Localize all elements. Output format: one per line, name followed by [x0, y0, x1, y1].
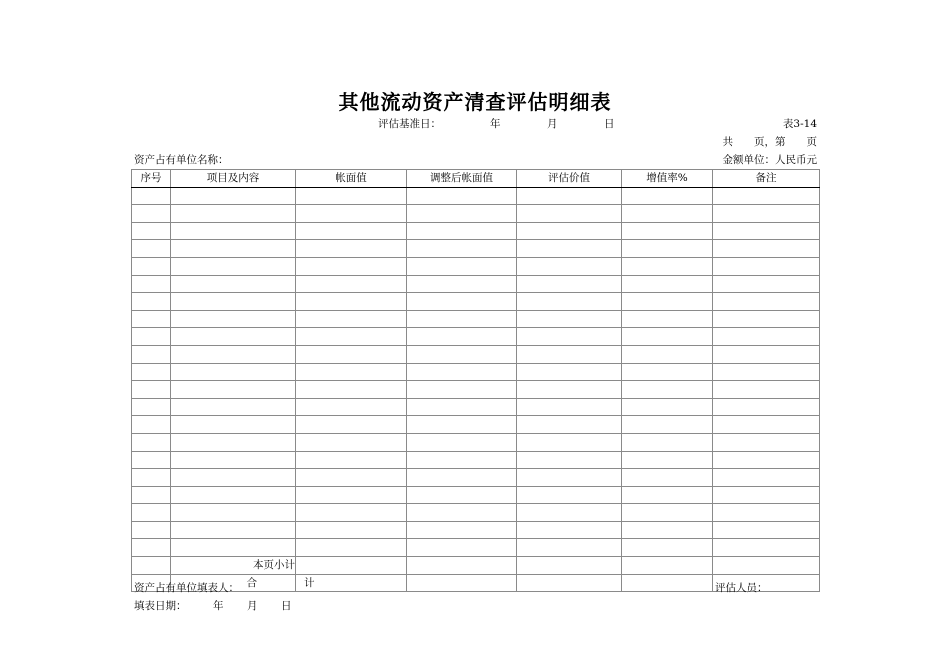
table-cell [407, 433, 517, 451]
table-cell [622, 504, 713, 522]
table-cell [407, 328, 517, 346]
table-cell [713, 275, 820, 293]
table-cell [407, 363, 517, 381]
table-cell [622, 187, 713, 205]
table-cell [713, 293, 820, 311]
table-cell [407, 469, 517, 487]
table-cell [622, 293, 713, 311]
table-cell [713, 240, 820, 258]
table-cell [407, 345, 517, 363]
table-cell [517, 557, 622, 575]
col-header-index: 序号 [132, 170, 171, 188]
table-cell [713, 539, 820, 557]
table-cell [517, 398, 622, 416]
table-cell [407, 257, 517, 275]
fill-month-label: 月 [247, 600, 258, 612]
table-cell [296, 433, 407, 451]
table-cell [132, 328, 171, 346]
table-cell [713, 416, 820, 434]
table-cell [296, 539, 407, 557]
table-cell [132, 398, 171, 416]
table-cell [622, 416, 713, 434]
table-cell [517, 240, 622, 258]
table-cell [517, 222, 622, 240]
fill-day-label: 日 [281, 600, 292, 612]
table-cell [296, 310, 407, 328]
table-cell [622, 240, 713, 258]
table-row [132, 205, 820, 223]
table-cell [407, 293, 517, 311]
table-cell [622, 574, 713, 592]
table-cell [407, 381, 517, 399]
table-cell [407, 539, 517, 557]
table-row [132, 381, 820, 399]
table-cell [132, 504, 171, 522]
table-cell [171, 451, 296, 469]
table-cell [296, 398, 407, 416]
table-cell [171, 293, 296, 311]
table-cell [407, 275, 517, 293]
table-cell [517, 381, 622, 399]
table-cell [171, 275, 296, 293]
table-cell [132, 310, 171, 328]
table-cell [171, 328, 296, 346]
table-cell [171, 381, 296, 399]
table-cell [407, 451, 517, 469]
table-cell [171, 504, 296, 522]
table-row [132, 504, 820, 522]
table-cell [132, 557, 171, 575]
table-row [132, 469, 820, 487]
table-cell [622, 451, 713, 469]
table-cell [296, 363, 407, 381]
evaluator-label: 评估人员： [715, 582, 768, 594]
table-cell [171, 398, 296, 416]
table-cell [622, 275, 713, 293]
table-cell [407, 222, 517, 240]
table-cell [622, 469, 713, 487]
table-cell [296, 504, 407, 522]
table-row [132, 240, 820, 258]
page-title: 其他流动资产清查评估明细表 [338, 90, 612, 114]
table-row [132, 451, 820, 469]
table-cell [713, 222, 820, 240]
table-cell [132, 205, 171, 223]
table-cell [171, 521, 296, 539]
table-cell [517, 574, 622, 592]
table-cell [713, 310, 820, 328]
table-cell [132, 486, 171, 504]
total-label-part1: 合 [171, 574, 296, 592]
table-cell [713, 345, 820, 363]
table-number: 表3-14 [782, 118, 817, 130]
table-cell [296, 557, 407, 575]
table-cell [171, 539, 296, 557]
table-row [132, 310, 820, 328]
table-cell [407, 205, 517, 223]
table-cell [171, 205, 296, 223]
table-cell [132, 275, 171, 293]
table-cell [132, 187, 171, 205]
table-cell [622, 433, 713, 451]
table-cell [517, 416, 622, 434]
table-cell [296, 275, 407, 293]
table-cell [296, 381, 407, 399]
table-cell [171, 363, 296, 381]
table-cell [407, 416, 517, 434]
table-cell [296, 240, 407, 258]
table-cell [171, 345, 296, 363]
table-cell [296, 416, 407, 434]
table-cell [622, 257, 713, 275]
table-cell [713, 381, 820, 399]
table-cell [517, 504, 622, 522]
table-cell [517, 521, 622, 539]
table-cell [296, 521, 407, 539]
table-row [132, 328, 820, 346]
table-cell [296, 205, 407, 223]
table-cell [622, 222, 713, 240]
table-cell [713, 433, 820, 451]
table-cell [622, 310, 713, 328]
detail-table [131, 169, 820, 592]
table-cell [407, 574, 517, 592]
table-cell [713, 205, 820, 223]
table-cell [171, 222, 296, 240]
table-cell [132, 539, 171, 557]
table-cell [407, 398, 517, 416]
table-header-row [132, 170, 820, 188]
table-row [132, 257, 820, 275]
table-cell [132, 521, 171, 539]
table-cell [132, 451, 171, 469]
table-row [132, 275, 820, 293]
table-cell [517, 486, 622, 504]
table-cell [296, 257, 407, 275]
table-cell [407, 504, 517, 522]
table-cell [296, 486, 407, 504]
table-cell [132, 222, 171, 240]
table-cell [171, 486, 296, 504]
currency-label: 金额单位：人民币元 [722, 154, 817, 166]
table-row [132, 293, 820, 311]
table-cell [132, 416, 171, 434]
table-cell [517, 345, 622, 363]
table-cell [622, 363, 713, 381]
table-row [132, 521, 820, 539]
table-cell [132, 363, 171, 381]
table-cell [171, 433, 296, 451]
table-cell [407, 557, 517, 575]
eval-month-label: 月 [547, 118, 558, 130]
fill-date-label: 填表日期： [134, 600, 187, 612]
table-row [132, 187, 820, 205]
col-header-increase-rate: 增值率% [622, 170, 713, 188]
page-info: 共 页，第 页 [722, 136, 817, 148]
eval-year-label: 年 [490, 118, 501, 130]
total-label-part2: 计 [296, 574, 407, 592]
table-row [132, 363, 820, 381]
table-cell [171, 187, 296, 205]
table-cell [132, 381, 171, 399]
table-cell [517, 363, 622, 381]
table-cell [713, 451, 820, 469]
col-header-remarks: 备注 [713, 170, 820, 188]
table-cell [622, 345, 713, 363]
table-cell [296, 451, 407, 469]
table-cell [622, 521, 713, 539]
table-cell [622, 557, 713, 575]
table-row [132, 222, 820, 240]
table-row [132, 433, 820, 451]
table-cell [517, 539, 622, 557]
col-header-appraised-value: 评估价值 [517, 170, 622, 188]
table-cell [517, 469, 622, 487]
table-cell [132, 240, 171, 258]
table-cell [517, 293, 622, 311]
table-cell [171, 257, 296, 275]
table-cell [622, 205, 713, 223]
eval-day-label: 日 [604, 118, 615, 130]
col-header-adjusted-book-value: 调整后帐面值 [407, 170, 517, 188]
table-cell [171, 240, 296, 258]
table-cell [132, 433, 171, 451]
table-cell [713, 469, 820, 487]
table-cell [517, 433, 622, 451]
table-row [132, 416, 820, 434]
table-cell [713, 363, 820, 381]
table-cell [713, 521, 820, 539]
table-cell [132, 345, 171, 363]
table-cell [171, 416, 296, 434]
unit-name-label: 资产占有单位名称： [134, 154, 229, 166]
table-cell [517, 275, 622, 293]
table-row [132, 486, 820, 504]
table-cell [407, 521, 517, 539]
table-cell [407, 240, 517, 258]
table-cell [622, 398, 713, 416]
table-cell [622, 328, 713, 346]
table-cell [517, 205, 622, 223]
table-cell [517, 257, 622, 275]
table-row [132, 398, 820, 416]
table-cell [296, 293, 407, 311]
table-cell [132, 293, 171, 311]
table-row [132, 539, 820, 557]
col-header-item: 项目及内容 [171, 170, 296, 188]
table-cell [132, 469, 171, 487]
table-cell [517, 310, 622, 328]
table-cell [407, 486, 517, 504]
table-cell [517, 328, 622, 346]
table-row [132, 345, 820, 363]
table-cell [713, 486, 820, 504]
table-cell [296, 328, 407, 346]
eval-date-label: 评估基准日： [378, 118, 441, 130]
table-cell [296, 187, 407, 205]
table-cell [713, 328, 820, 346]
table-cell [296, 469, 407, 487]
table-cell [622, 486, 713, 504]
table-cell [622, 381, 713, 399]
table-cell [296, 222, 407, 240]
table-cell [407, 310, 517, 328]
table-cell [517, 187, 622, 205]
table-cell [713, 398, 820, 416]
filler-label: 资产占有单位填表人： [134, 582, 239, 594]
subtotal-row [132, 557, 820, 575]
table-cell [517, 451, 622, 469]
fill-year-label: 年 [213, 600, 224, 612]
table-cell [713, 557, 820, 575]
table-cell [407, 187, 517, 205]
table-cell [171, 310, 296, 328]
table-cell [713, 187, 820, 205]
table-cell [713, 257, 820, 275]
table-cell [622, 539, 713, 557]
table-cell [296, 345, 407, 363]
table-cell [171, 469, 296, 487]
table-cell [132, 257, 171, 275]
col-header-book-value: 帐面值 [296, 170, 407, 188]
subtotal-label: 本页小计 [171, 557, 296, 575]
table-cell [713, 504, 820, 522]
